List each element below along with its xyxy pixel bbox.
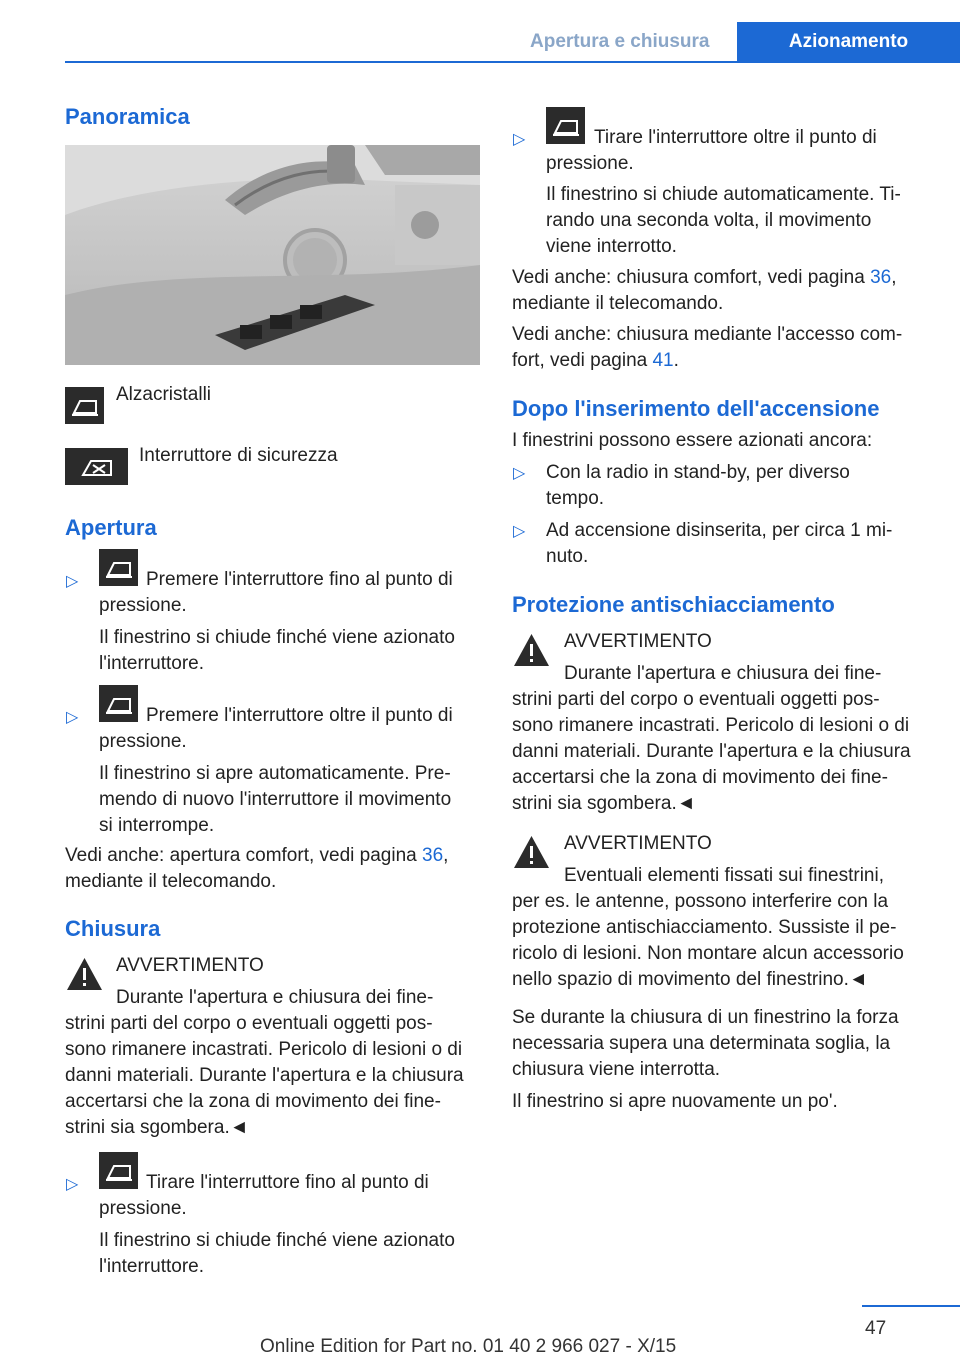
warning-line4: danni materiali. Durante l'apertura e la chiusura [65,1065,464,1086]
window-switch-icon [65,387,104,424]
warning-title: AVVERTIMENTO [564,631,712,652]
vedi-anche-punct: , [891,267,897,288]
vedi-anche-text: Vedi anche: apertura comfort, vedi pagina [65,845,423,866]
apertura-step1-desc2: l'interruttore. [99,653,205,674]
warning-line2: strini parti del corpo o eventuali oggetti pos- [65,1013,433,1034]
dopo-bullet1-line1: Con la radio in stand-by, per diverso [546,462,850,483]
window-switch-icon [99,549,138,586]
heading-apertura: Apertura [65,515,157,540]
door-panel-illustration [65,145,480,365]
vedi-anche-accesso-line1: Vedi anche: chiusura mediante l'accesso com- [512,324,903,345]
header-active-tab: Azionamento [737,22,960,62]
apertura-step1-desc1: Il finestrino si chiude finché viene azionato [99,627,455,648]
safety-switch-icon [65,448,128,485]
dopo-intro: I finestrini possono essere azionati ancora: [512,430,873,451]
chiusura-step1-line2: pressione. [99,1198,187,1219]
header-rule [65,61,960,63]
vedi-anche-punct: . [673,350,679,371]
apertura-step2-desc3: si interrompe. [99,815,215,836]
warning-line4: ricolo di lesioni. Non montare alcun accessorio [512,943,904,964]
dopo-bullet2-line2: nuto. [546,546,589,567]
window-switch-icon [546,107,585,144]
vedi-anche-text: fort, vedi pagina [512,350,653,371]
warning-line5: nello spazio di movimento del finestrino.◄ [512,969,868,990]
label-alzacristalli: Alzacristalli [116,384,212,405]
chiusura-step2-line1: Tirare l'interruttore oltre il punto di [594,127,877,148]
warning-icon [512,627,551,672]
bullet-marker: ▷ [513,523,526,540]
finale: Il finestrino si apre nuovamente un po'. [512,1091,838,1112]
online-edition-note: Online Edition for Part no. 01 40 2 966 027 - X/15 [260,1336,677,1357]
warning-line3: protezione antischiacciamento. Sussiste il pe- [512,917,897,938]
warning-line4: danni materiali. Durante l'apertura e la chiusura [512,741,911,762]
apertura-step2-line1: Premere l'interruttore oltre il punto di [146,705,453,726]
bullet-marker: ▷ [513,465,526,482]
warning-line5: accertarsi che la zona di movimento dei fine- [65,1091,441,1112]
chiusura-step2-line2: pressione. [546,153,634,174]
apertura-step1-line2: pressione. [99,595,187,616]
chiusura-step1-line1: Tirare l'interruttore fino al punto di [146,1172,429,1193]
chiusura-step2-desc1: Il finestrino si chiude automaticamente. Ti- [546,184,901,205]
header-section-title: Apertura e chiusura [530,31,710,52]
dopo-bullet2-line1: Ad accensione disinserita, per circa 1 mi- [546,520,893,541]
apertura-step2-line2: pressione. [99,731,187,752]
heading-protezione: Protezione antischiacciamento [512,592,835,617]
bullet-marker: ▷ [66,709,79,726]
heading-chiusura: Chiusura [65,916,161,941]
vedi-anche-chiusura [512,265,896,291]
apertura-step2-desc1: Il finestrino si apre automaticamente. Pre- [99,763,451,784]
apertura-step1-line1: Premere l'interruttore fino al punto di [146,569,453,590]
bullet-marker: ▷ [513,131,526,148]
warning-icon [512,829,551,874]
forza-line2: necessaria supera una determinata soglia, la [512,1033,891,1054]
vedi-anche-chiusura-line2: mediante il telecomando. [512,293,724,314]
chiusura-step2-desc3: viene interrotto. [546,236,677,257]
bullet-marker: ▷ [66,573,79,590]
heading-dopo-accensione: Dopo l'inserimento dell'accensione [512,396,880,421]
warning-line3: sono rimanere incastrati. Pericolo di lesioni o di [512,715,910,736]
warning-title: AVVERTIMENTO [564,833,712,854]
chiusura-step1-desc1: Il finestrino si chiude finché viene azionato [99,1230,455,1251]
window-switch-icon [99,1152,138,1189]
window-switch-icon-glyph [70,395,100,417]
warning-line6: strini sia sgombera.◄ [512,793,696,814]
warning-line1: Durante l'apertura e chiusura dei fine- [116,987,434,1008]
bullet-marker: ▷ [66,1176,79,1193]
forza-line1: Se durante la chiusura di un finestrino la forza [512,1007,899,1028]
footer-rule [862,1305,960,1307]
forza-line3: chiusura viene interrotta. [512,1059,721,1080]
apertura-step2-desc2: mendo di nuovo l'interruttore il movimento [99,789,452,810]
warning-icon [65,951,104,996]
door-panel-photo [65,145,480,365]
vedi-anche-punct: , [443,845,449,866]
vedi-anche-accesso-line2 [512,348,679,374]
safety-switch-icon-glyph [77,455,117,479]
vedi-anche-text: Vedi anche: chiusura comfort, vedi pagina [512,267,871,288]
page-link-41[interactable]: 41 [652,350,674,371]
warning-title: AVVERTIMENTO [116,955,264,976]
dopo-bullet1-line2: tempo. [546,488,605,509]
page-number: 47 [865,1318,887,1339]
warning-line3: sono rimanere incastrati. Pericolo di lesioni o di [65,1039,463,1060]
warning-line1: Eventuali elementi fissati sui finestrini, [564,865,884,886]
warning-line2: per es. le antenne, possono interferire con la [512,891,889,912]
warning-line6: strini sia sgombera.◄ [65,1117,249,1138]
label-interruttore-sicurezza: Interruttore di sicurezza [139,445,338,466]
window-switch-icon [99,685,138,722]
chiusura-step1-desc2: l'interruttore. [99,1256,205,1277]
warning-line2: strini parti del corpo o eventuali oggetti pos- [512,689,880,710]
vedi-anche-apertura-line2: mediante il telecomando. [65,871,277,892]
warning-line5: accertarsi che la zona di movimento dei fine- [512,767,888,788]
page-link-36[interactable]: 36 [422,845,444,866]
heading-panoramica: Panoramica [65,104,190,129]
chiusura-step2-desc2: rando una seconda volta, il movimento [546,210,872,231]
warning-line1: Durante l'apertura e chiusura dei fine- [564,663,882,684]
vedi-anche-apertura [65,843,448,869]
page-link-36[interactable]: 36 [870,267,892,288]
